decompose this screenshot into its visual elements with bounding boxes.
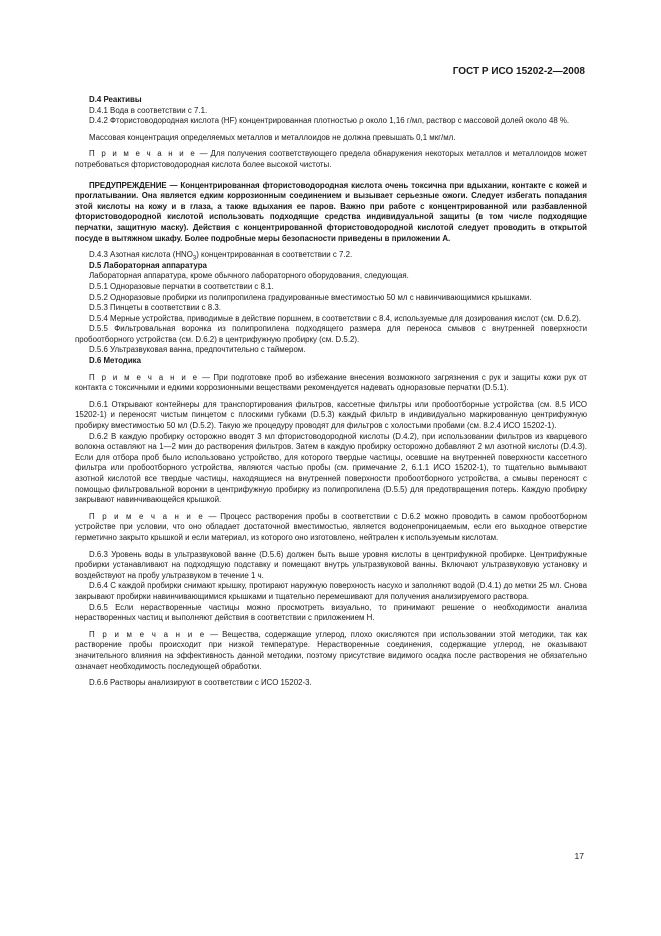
paragraph-d6-2: D.6.2 В каждую пробирку осторожно вводят 3 мл фтористоводородной кислоты (D.4.2), при использовании фильтров из кварцевого волокна оставляют на 1—2 мин до растворения фильтров. Затем в каждую пробирку осторожно добавляют 2 мл азотной кислоты (D.4.3). Если для отбора проб было использовано устройство, для которого твердые частицы, осевшие на внутренней поверхности кассетного фильтра или пробоотборного устройства, являются частью пробы (см. примечание 2, 6.1.1 ИСО 15202-1), то тщательно вымывают азотной кислотой все твердые частицы, находящиеся на внутренней поверхности пробоотборного устройства, а смывы переносят с помощью фильтровальной воронки в центрифужную пробирку из полипропилена (D.5.5) для предотвращения потерь. Каждую пробирку закрывают навинчивающейся крышкой. xyxy=(75,431,587,505)
note-d6-2 xyxy=(75,512,587,544)
page-content xyxy=(75,95,587,689)
note-d4 xyxy=(75,149,587,170)
d4-3-subscript: 3 xyxy=(192,255,197,262)
paragraph-d6-6: D.6.6 Растворы анализируют в соответствии с ИСО 15202-3. xyxy=(89,678,312,688)
note-text: — Вещества, содержащие углерод, плохо окисляются при использовании этой методики, так как растворение пробы происходит при низкой температуре. Нерастворенные соединения, содержащие углерод, не оказывают значительного влияния на эффективность данной методики, поэтому присутствие видимого осадка после растворения не обязательно означает необходимость последующей обработки. xyxy=(75,629,587,671)
paragraph-d4-2: D.4.2 Фтористоводородная кислота (HF) концентрированная плотностью ρ около 1,16 г/мл, раствор с массовой долей около 48 %. xyxy=(89,116,570,126)
note-d6-1 xyxy=(75,373,587,394)
paragraph-d4-3 xyxy=(75,250,587,261)
paragraph-d6-5: D.6.5 Если нерастворенные частицы можно просмотреть визуально, то принимают решение о необходимости анализа нерастворенных частиц и выполняют действия в соответствии с приложением Н. xyxy=(75,602,587,623)
note-label: П р и м е ч а н и е xyxy=(89,372,199,382)
standard-header: ГОСТ Р ИСО 15202-2—2008 xyxy=(452,66,585,77)
warning-hf: ПРЕДУПРЕЖДЕНИЕ — Концентрированная фтористоводородная кислота очень токсична при вдыхании, контакте с кожей и проглатывании. Она является едким коррозионным соединением и вызывает серьезные ожоги. Следует избегать попадания этой кислоты на кожу и в глаза, а также вдыхания ее паров. Важно при работе с концентрированной или разбавленной фтористоводородной кислотой использовать подходящие средства индивидуальной защиты (в том числе подходящие перчатки, защитную маску). Действия с концентрированной фтористоводородной кислотой следует проводить в открытой посуде в вытяжном шкафу. Более подробные меры безопасности приведены в приложении А. xyxy=(75,180,587,243)
paragraph-d5-1: D.5.1 Одноразовые перчатки в соответствии с 8.1. xyxy=(89,281,274,291)
paragraph-d6-4: D.6.4 С каждой пробирки снимают крышку, протирают наружную поверхность насухо и заполняют водой (D.4.1) до метки 25 мл. Снова закрывают пробирки навинчивающимися крышками и тщательно перемешивают для получения анализируемого раствора. xyxy=(75,581,587,601)
section-d5-heading: D.5 Лабораторная аппаратура xyxy=(89,260,207,270)
note-text: — Процесс растворения пробы в соответствии с D.6.2 можно проводить в самом пробоотборном устройстве при условии, что оно обладает достаточной вместимостью, является водонепроницаемым, если его выходное отверстие герметично закрыто крышкой и если материал, из которого оно изготовлено, нейтрален к используемым кислотам. xyxy=(75,511,587,542)
note-label: П р и м е ч а н и е xyxy=(89,149,197,159)
paragraph-d4-concentration: Массовая концентрация определяемых металлов и металлоидов не должна превышать 0,1 мкг/мл. xyxy=(89,132,456,142)
d4-3-text-a: D.4.3 Азотная кислота (HNO xyxy=(89,250,193,260)
paragraph-d5-4: D.5.4 Мерные устройства, приводимые в действие поршнем, в соответствии с 8.4, используемые для дозирования кислот (см. D.6.2). xyxy=(89,313,581,323)
note-text: — При подготовке проб во избежание внесения возможного загрязнения с рук и защиты кожи рук от контакта с токсичными и едкими коррозионными веществами рекомендуется надевать одноразовые перчатки (D.5.1). xyxy=(75,372,587,393)
paragraph-d4-1: D.4.1 Вода в соответствии с 7.1. xyxy=(89,105,208,115)
section-d4-heading: D.4 Реактивы xyxy=(89,95,142,104)
note-label: П р и м е ч а н и е xyxy=(89,629,206,639)
paragraph-d5-2: D.5.2 Одноразовые пробирки из полипропилена градуированные вместимостью 50 мл с навинчивающимися крышками. xyxy=(89,292,532,302)
paragraph-d5-5: D.5.5 Фильтровальная воронка из полипропилена подходящего размера для переноса смывов с внутренней поверхности пробоотборного устройства (см. D.6.2) в центрифужную пробирку (см. D.5.2). xyxy=(75,324,587,344)
note-label: П р и м е ч а н и е xyxy=(89,511,205,521)
paragraph-d6-3: D.6.3 Уровень воды в ультразвуковой ванне (D.5.6) должен быть выше уровня кислоты в центрифужной пробирке. Центрифужные пробирки устанавливают на подходящую подставку и помещают внутрь ультразвуковой ванны. Включают ультразвуковую установку и воздействуют на пробу ультразвуком в течение 1 ч. xyxy=(75,549,587,580)
paragraph-d5-3: D.5.3 Пинцеты в соответствии с 8.3. xyxy=(89,303,221,313)
section-d6-heading: D.6 Методика xyxy=(89,356,142,366)
d4-3-text-b: ) концентрированная в соответствии с 7.2. xyxy=(196,250,353,260)
note-text: — Для получения соответствующего предела обнаружения некоторых металлов и металлоидов может потребоваться фтористоводородная кислота более высокой чистоты. xyxy=(75,149,587,169)
note-d6-3 xyxy=(75,630,587,672)
paragraph-d5-intro: Лабораторная аппаратура, кроме обычного лабораторного оборудования, следующая. xyxy=(89,271,409,281)
paragraph-d5-6: D.5.6 Ультразвуковая ванна, предпочтительно с таймером. xyxy=(89,345,306,355)
paragraph-d6-1: D.6.1 Открывают контейнеры для транспортирования фильтров, кассетные фильтры или пробоотборные устройства (см. 8.5 ИСО 15202-1) и переносят чистым пинцетом с плоскими губками (D.5.3) каждый фильтр в индивидуально маркированную центрифужную пробирку вместимостью 50 мл (D.5.2). Такую же процедуру проводят для фильтров с холостыми пробами (см. 8.2.4 ИСО 15202-1). xyxy=(75,399,587,431)
page-number: 17 xyxy=(574,851,584,861)
